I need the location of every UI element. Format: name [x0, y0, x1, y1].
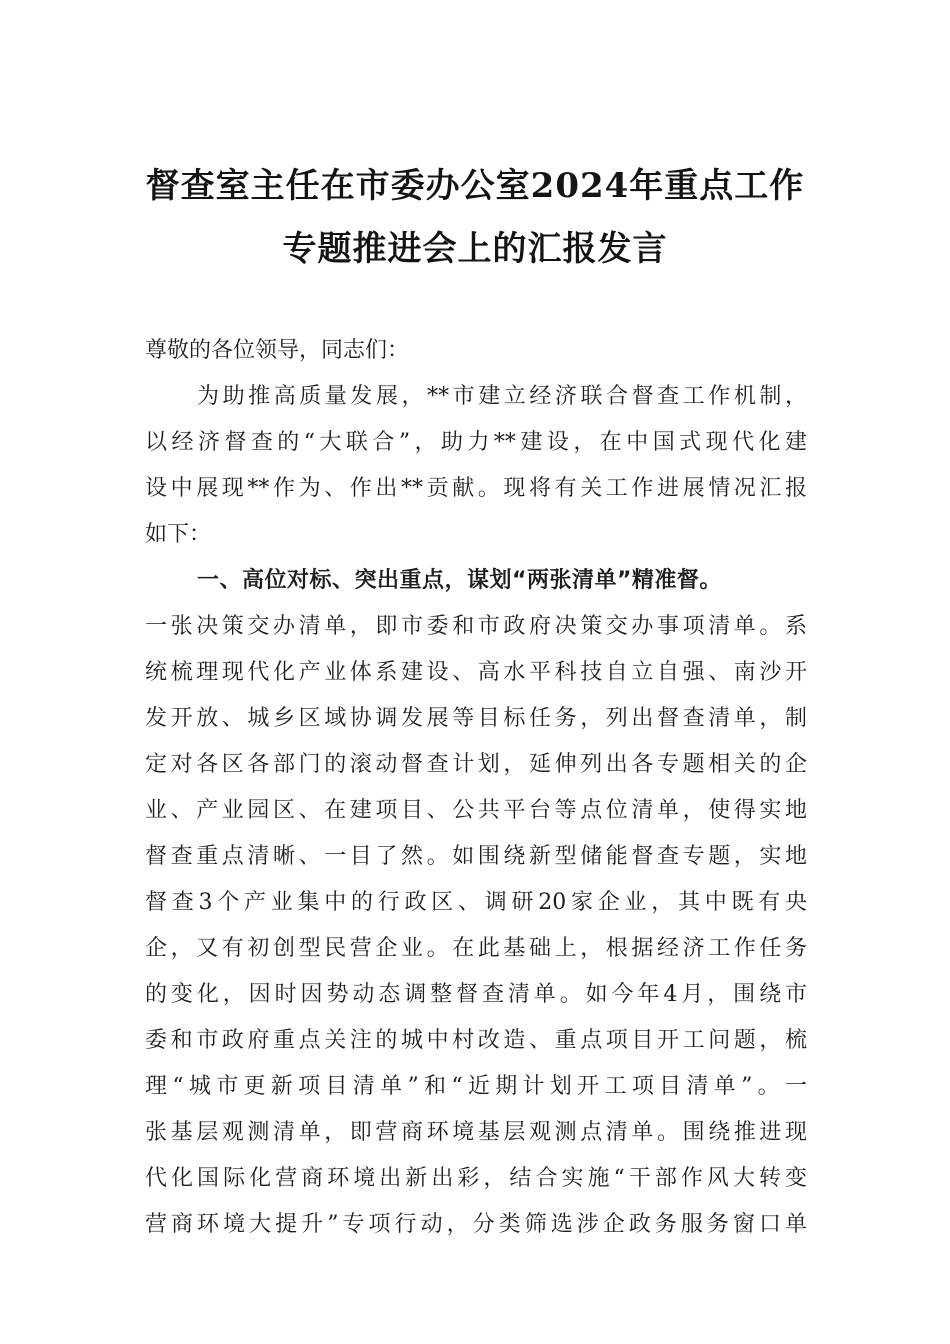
paragraph-line: 张基层观测清单，即营商环境基层观测点清单。围绕推进现 — [145, 1120, 807, 1145]
paragraph-line: 理“城市更新项目清单”和“近期计划开工项目清单”。一 — [145, 1074, 807, 1099]
paragraph-line: 定对各区各部门的滚动督查计划，延伸列出各专题相关的企 — [145, 752, 807, 777]
document-title-line-1: 督查室主任在市委办公室2024年重点工作 — [145, 166, 805, 206]
document-title-line-2: 专题推进会上的汇报发言 — [282, 229, 668, 269]
paragraph-line: 的变化，因时因势动态调整督查清单。如今年4月，围绕市 — [145, 982, 807, 1007]
paragraph-line: 督查重点清晰、一目了然。如围绕新型储能督查专题，实地 — [145, 844, 807, 869]
paragraph-line: 业、产业园区、在建项目、公共平台等点位清单，使得实地 — [145, 798, 807, 823]
paragraph-line: 设中展现**作为、作出**贡献。现将有关工作进展情况汇报 — [145, 476, 807, 501]
paragraph-line: 以经济督查的“大联合”，助力**建设，在中国式现代化建 — [145, 430, 807, 455]
paragraph-line: 营商环境大提升”专项行动，分类筛选涉企政务服务窗口单 — [145, 1212, 807, 1237]
paragraph-line: 统梳理现代化产业体系建设、高水平科技自立自强、南沙开 — [145, 660, 807, 685]
paragraph-line: 督查3个产业集中的行政区、调研20家企业，其中既有央 — [145, 890, 807, 915]
paragraph-line: 发开放、城乡区域协调发展等目标任务，列出督查清单，制 — [145, 706, 807, 731]
paragraph-line: 如下： — [145, 522, 212, 547]
paragraph-line: 一张决策交办清单，即市委和市政府决策交办事项清单。系 — [145, 614, 807, 639]
paragraph-line: 代化国际化营商环境出新出彩，结合实施“干部作风大转变 — [145, 1166, 807, 1191]
section-heading: 一、高位对标、突出重点，谋划“两张清单”精准督。 — [197, 568, 722, 593]
paragraph-line: 委和市政府重点关注的城中村改造、重点项目开工问题，梳 — [145, 1028, 807, 1053]
paragraph-line: 为助推高质量发展，**市建立经济联合督查工作机制， — [197, 384, 807, 409]
salutation: 尊敬的各位领导，同志们： — [145, 338, 410, 363]
paragraph-line: 企，又有初创型民营企业。在此基础上，根据经济工作任务 — [145, 936, 807, 961]
